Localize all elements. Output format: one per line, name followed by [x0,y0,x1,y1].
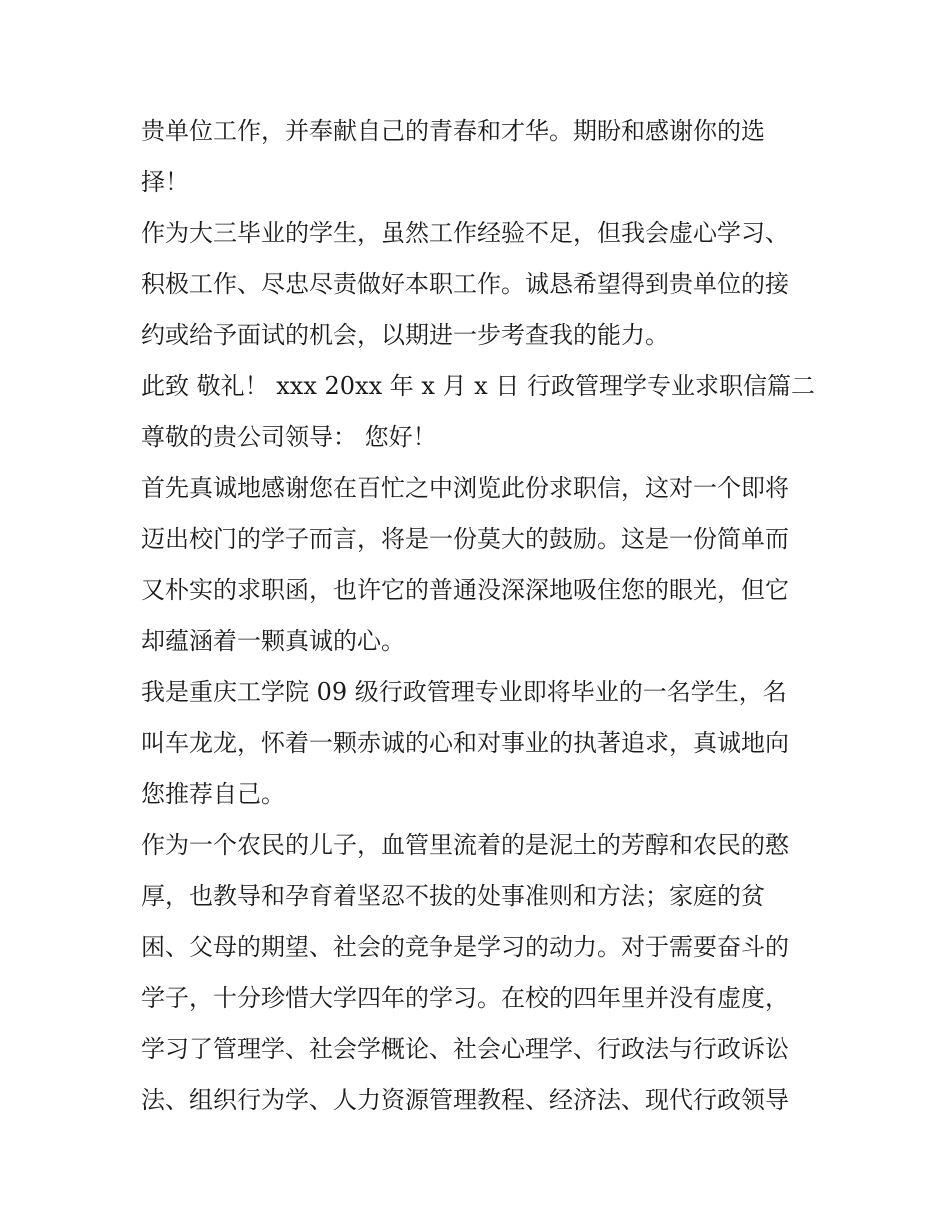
text-line: 我是重庆工学院 09 级行政管理专业即将毕业的一名学生，名 [141,678,787,706]
text-line: 您推荐自己。 [141,780,285,808]
text-line: 此致 敬礼！ xxx 20xx 年 x 月 x 日 行政管理学专业求职信篇二 [141,372,815,400]
text-line: 法、组织行为学、人力资源管理教程、经济法、现代行政领导 [141,1086,789,1114]
text-line: 厚，也教导和孕育着坚忍不拔的处事准则和方法；家庭的贫 [141,882,765,910]
text-line: 作为一个农民的儿子，血管里流着的是泥土的芳醇和农民的憨 [141,831,789,859]
text-line: 积极工作、尽忠尽责做好本职工作。诚恳希望得到贵单位的接 [141,270,789,298]
text-line: 却蕴涵着一颗真诚的心。 [141,627,405,655]
text-line: 又朴实的求职函，也许它的普通没深深地吸住您的眼光，但它 [141,576,789,604]
text-line: 首先真诚地感谢您在百忙之中浏览此份求职信，这对一个即将 [141,474,789,502]
text-line: 学子，十分珍惜大学四年的学习。在校的四年里并没有虚度， [141,984,789,1012]
text-line: 学习了管理学、社会学概论、社会心理学、行政法与行政诉讼 [141,1035,789,1063]
text-line: 贵单位工作，并奉献自己的青春和才华。期盼和感谢你的选 [141,117,765,145]
text-line: 尊敬的贵公司领导： 您好！ [141,423,437,451]
text-line: 择！ [141,168,189,196]
text-line: 作为大三毕业的学生，虽然工作经验不足，但我会虚心学习、 [141,219,789,247]
text-line: 困、父母的期望、社会的竞争是学习的动力。对于需要奋斗的 [141,933,789,961]
text-line: 约或给予面试的机会，以期进一步考查我的能力。 [141,321,669,349]
text-line: 叫车龙龙，怀着一颗赤诚的心和对事业的执著追求，真诚地向 [141,729,789,757]
text-line: 迈出校门的学子而言，将是一份莫大的鼓励。这是一份简单而 [141,525,789,553]
document-body [141,106,821,1126]
